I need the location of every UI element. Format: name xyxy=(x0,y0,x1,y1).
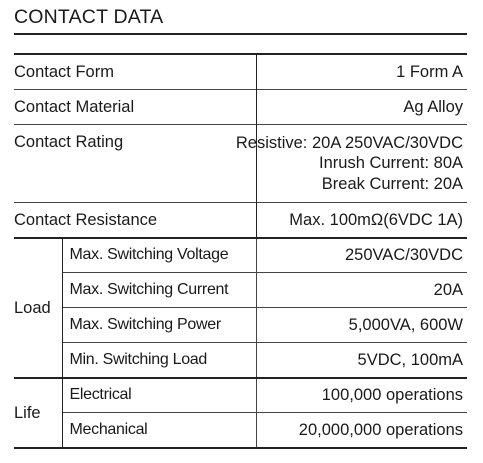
group-label-load: Load xyxy=(14,238,62,378)
row-label: Contact Material xyxy=(14,97,135,116)
table-row xyxy=(14,413,467,448)
table-row xyxy=(14,238,467,273)
row-value: 5VDC, 100mA xyxy=(256,343,467,378)
row-label: Electrical xyxy=(69,386,132,404)
row-label: Max. Switching Power xyxy=(69,316,221,333)
row-value: 20A xyxy=(256,273,467,308)
row-value: 100,000 operations xyxy=(256,378,467,413)
row-label: Contact Form xyxy=(14,62,114,81)
row-label: Max. Switching Voltage xyxy=(69,246,229,264)
row-value: 5,000VA, 600W xyxy=(256,308,467,343)
table-row-contact-resistance xyxy=(14,203,467,238)
row-label: Mechanical xyxy=(69,420,148,438)
table-row xyxy=(14,343,467,378)
contact-data-table xyxy=(14,53,467,449)
row-value: 1 Form A xyxy=(256,54,467,89)
group-label-life: Life xyxy=(14,378,62,448)
row-label: Min. Switching Load xyxy=(69,350,207,368)
table-row xyxy=(14,273,467,308)
row-label: Contact Rating xyxy=(14,132,124,151)
table-row-contact-form xyxy=(14,54,467,89)
row-value: Ag Alloy xyxy=(256,89,467,124)
rating-line-inrush: Inrush Current: 80A xyxy=(319,154,464,172)
table-row-contact-material xyxy=(14,89,467,124)
row-value: 20,000,000 operations xyxy=(256,413,467,448)
table-row xyxy=(14,378,467,413)
table-row-contact-rating xyxy=(14,124,467,203)
row-value: Max. 100mΩ(6VDC 1A) xyxy=(256,203,467,238)
row-label: Max. Switching Current xyxy=(69,281,229,298)
rating-line-break: Break Current: 20A xyxy=(321,174,464,193)
table-row xyxy=(14,308,467,343)
section-title: CONTACT DATA xyxy=(14,6,164,28)
rating-line-resistive: Resistive: 20A 250VAC/30VDC xyxy=(235,133,464,152)
row-value-multiline xyxy=(235,124,467,203)
title-divider xyxy=(14,33,467,35)
row-value: 250VAC/30VDC xyxy=(256,238,467,273)
row-label: Contact Resistance xyxy=(14,210,158,229)
